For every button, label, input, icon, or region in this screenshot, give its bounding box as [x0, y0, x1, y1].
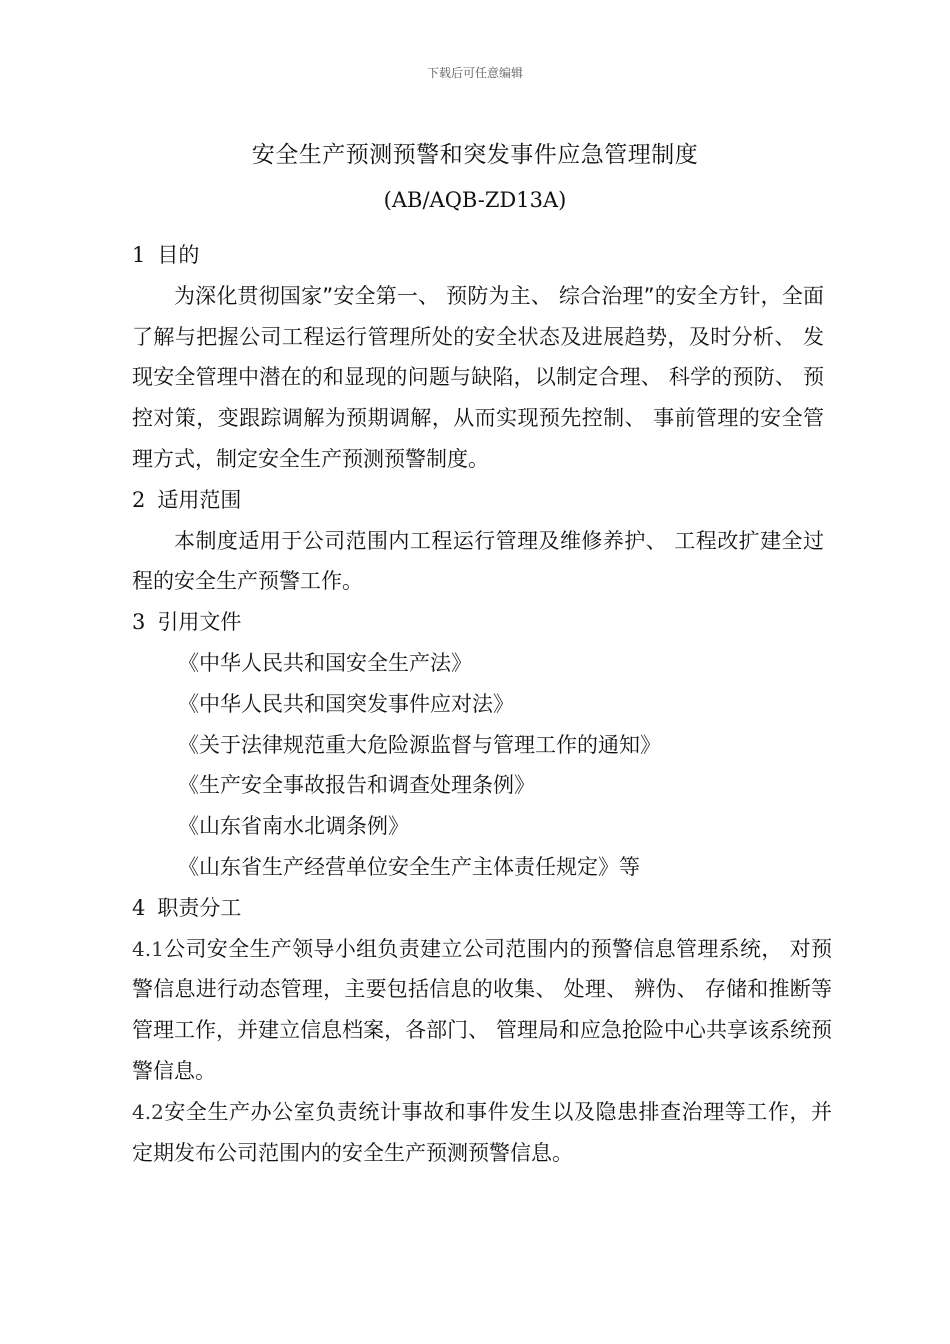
section-heading-3	[132, 602, 824, 643]
reference-item: 《生产安全事故报告和调查处理条例》	[178, 773, 535, 798]
section-title: 适用范围	[157, 487, 242, 512]
header-note: 下载后可任意编辑	[426, 66, 523, 80]
section-2-paragraph: 本制度适用于公司范围内工程运行管理及维修养护、 工程改扩建全过程的安全生产预警工作。	[132, 528, 824, 594]
section-heading-1	[132, 235, 824, 276]
reference-item: 《中华人民共和国安全生产法》	[178, 650, 472, 675]
duty-item-number: 4.1	[132, 936, 164, 961]
section-number: 2	[132, 487, 146, 512]
document-body	[132, 235, 832, 1173]
section-number: 1	[132, 243, 146, 267]
section-title: 引用文件	[157, 610, 242, 635]
document-code: (AB/AQB-ZD13A)	[383, 188, 567, 212]
reference-item: 《关于法律规范重大危险源监督与管理工作的通知》	[178, 732, 661, 757]
reference-item: 《山东省南水北调条例》	[178, 814, 409, 839]
duty-item	[132, 929, 832, 1092]
document-title: 安全生产预测预警和突发事件应急管理制度	[251, 142, 699, 168]
duty-item-number: 4.2	[132, 1099, 164, 1124]
section-number: 3	[132, 610, 146, 635]
section-heading-4	[132, 888, 824, 929]
duty-item	[132, 1092, 832, 1174]
section-number: 4	[132, 895, 146, 920]
duty-item-text: 安全生产办公室负责统计事故和事件发生以及隐患排查治理等工作，并定期发布公司范围内的安全生产预测预警信息。	[132, 1099, 832, 1165]
section-title: 目的	[157, 243, 200, 267]
section-heading-2	[132, 480, 824, 521]
section-title: 职责分工	[157, 895, 242, 920]
reference-item: 《山东省生产经营单位安全生产主体责任规定》等	[178, 854, 640, 879]
duty-item-text: 公司安全生产领导小组负责建立公司范围内的预警信息管理系统， 对预警信息进行动态管理，主要包括信息的收集、 处理、 辨伪、 存储和推断等管理工作，并建立信息档案，各部门、 管理局和应急抢险中心共享该系统预警信息。	[132, 936, 832, 1083]
reference-item: 《中华人民共和国突发事件应对法》	[178, 691, 514, 716]
section-1-paragraph: 为深化贯彻国家”安全第一、 预防为主、 综合治理”的安全方针，全面了解与把握公司工程运行管理所处的安全状态及进展趋势，及时分析、 发现安全管理中潜在的和显现的问题与缺陷，以制定合理、 科学的预防、 预控对策，变跟踪调解为预期调解，从而实现预先控制、 事前管理的安全管理方式，制定安全生产预测预警制度。	[132, 283, 824, 471]
